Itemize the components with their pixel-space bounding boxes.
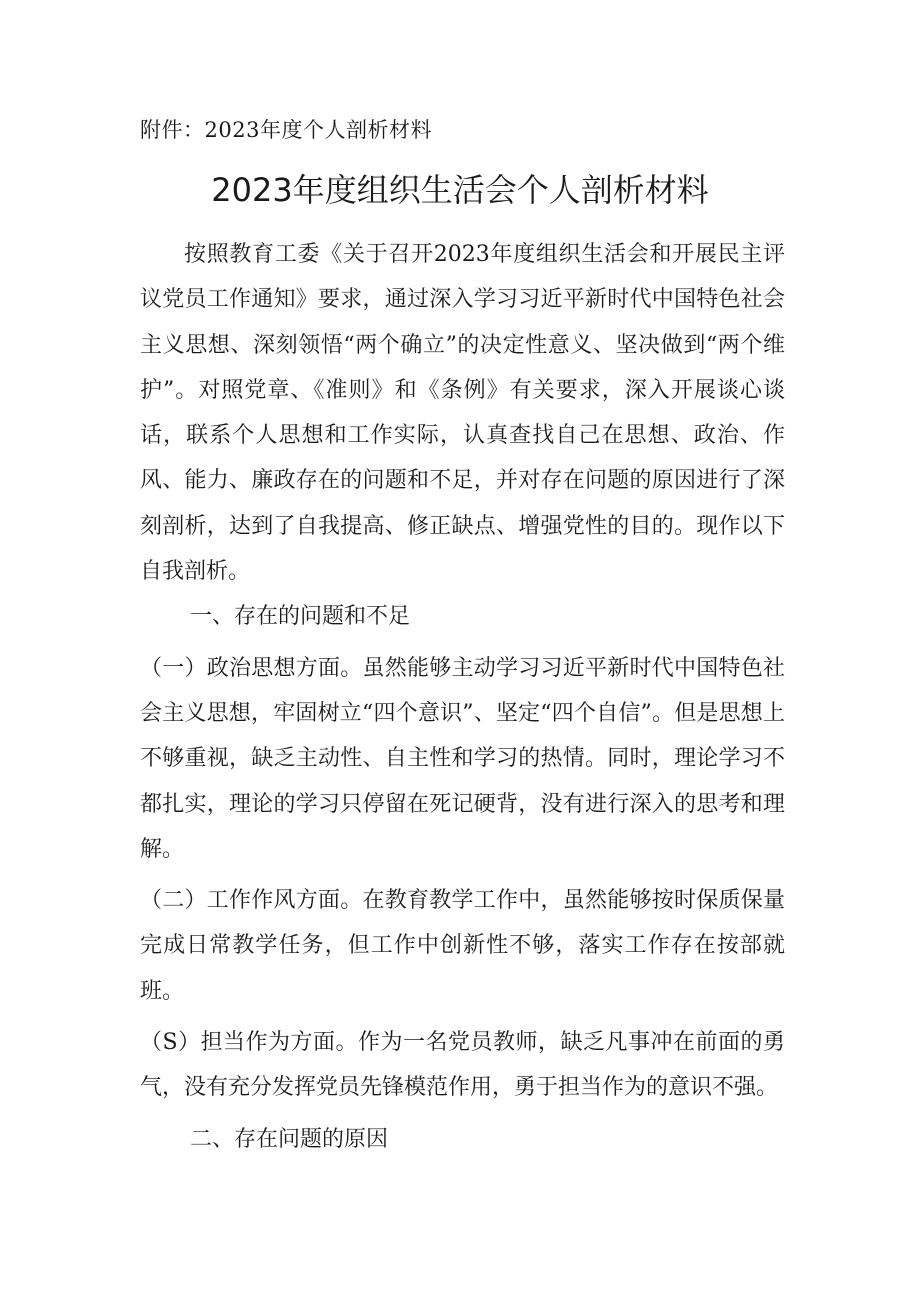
section-heading-problems: 一、存在的问题和不足: [190, 604, 411, 630]
item-work-style: （二）工作作风方面。在教育教学工作中，虽然能够按时保质保量完成日常教学任务，但工作中创新性不够，落实工作存在按部就班。: [140, 888, 785, 1004]
section-heading-causes: 二、存在问题的原因: [190, 1126, 389, 1152]
intro-paragraph: 按照教育工委《关于召开2023年度组织生活会和开展民主评议党员工作通知》要求，通过深入学习习近平新时代中国特色社会主义思想、深刻领悟“两个确立”的决定性意义、坚决做到“两个维护”。对照党章、《准则》和《条例》有关要求，深入开展谈心谈话，联系个人思想和工作实际，认真查找自己在思想、政治、作风、能力、廉政存在的问题和不足，并对存在问题的原因进行了深刻剖析，达到了自我提高、修正缺点、增强党性的目的。现作以下自我剖析。: [140, 242, 785, 585]
attachment-label: 附件：2023年度个人剖析材料: [140, 118, 432, 142]
item-political-thought: （一）政治思想方面。虽然能够主动学习习近平新时代中国特色社会主义思想，牢固树立“四个意识”、坚定“四个自信”。但是思想上不够重视，缺乏主动性、自主性和学习的热情。同时，理论学习不都扎实，理论的学习只停留在死记硬背，没有进行深入的思考和理解。: [140, 655, 785, 862]
document-title: 2023年度组织生活会个人剖析材料: [211, 171, 709, 209]
document-body: [140, 232, 785, 1162]
item-responsibility: （S）担当作为方面。作为一名党员教师，缺乏凡事冲在前面的勇气，没有充分发挥党员先锋模范作用，勇于担当作为的意识不强。: [140, 1030, 785, 1101]
